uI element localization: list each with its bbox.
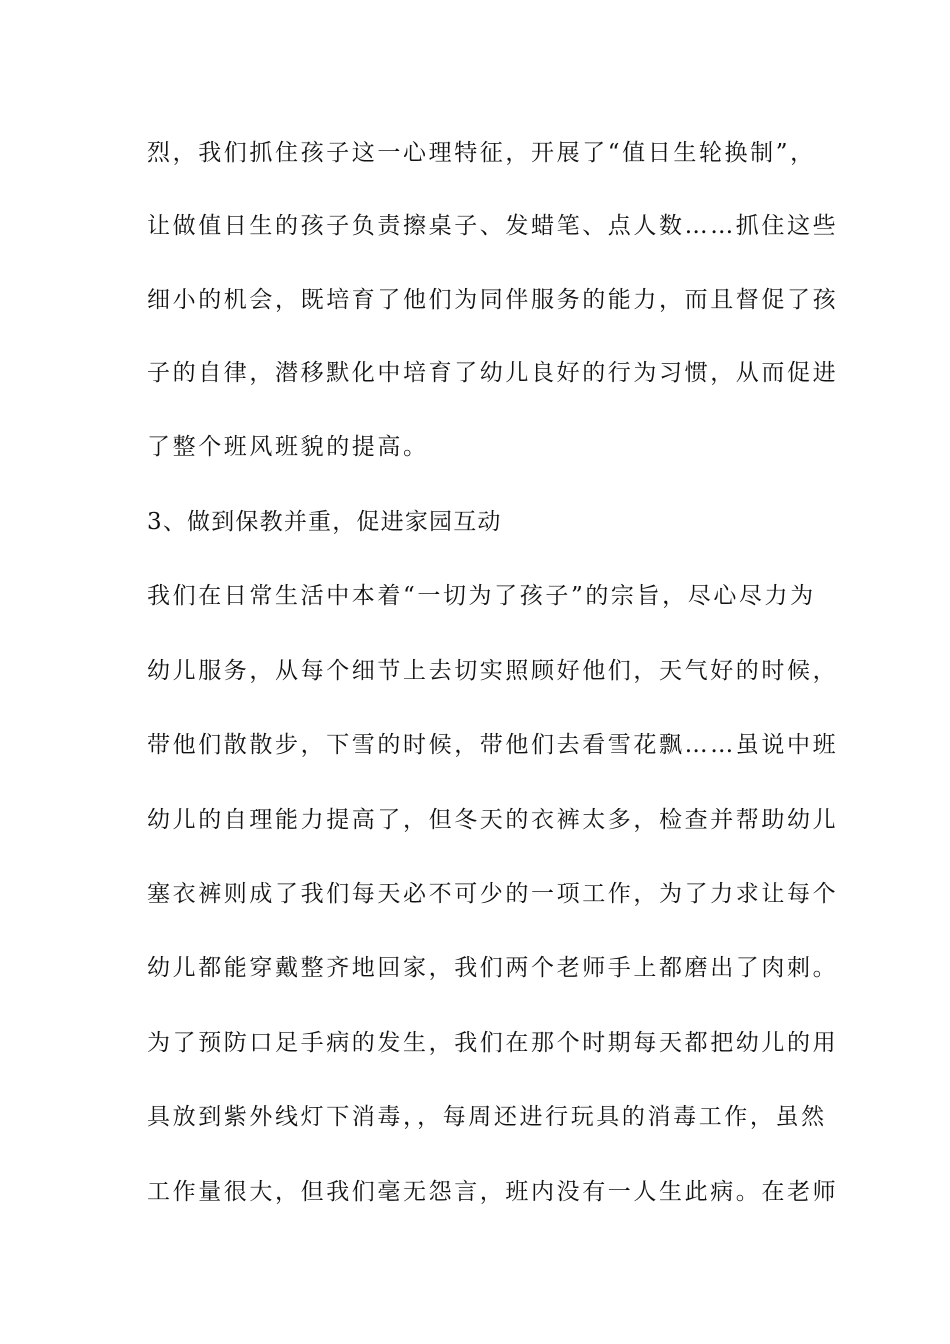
paragraph-line: 我们在日常生活中本着“一切为了孩子”的宗旨，尽心尽力为 — [147, 583, 816, 609]
paragraph-line: 让做值日生的孩子负责擦桌子、发蜡笔、点人数……抓住这些 — [147, 213, 839, 239]
paragraph-line: 具放到紫外线灯下消毒，，每周还进行玩具的消毒工作，虽然 — [147, 1104, 827, 1130]
paragraph-line: 塞衣裤则成了我们每天必不可少的一项工作，为了力求让每个 — [147, 881, 839, 907]
paragraph-line: 为了预防口足手病的发生，我们在那个时期每天都把幼儿的用 — [147, 1030, 839, 1056]
paragraph-line: 带他们散散步，下雪的时候，带他们去看雪花飘……虽说中班 — [147, 732, 839, 758]
paragraph-line: 幼儿的自理能力提高了，但冬天的衣裤太多，检查并帮助幼儿 — [147, 807, 839, 833]
paragraph-line: 工作量很大，但我们毫无怨言，班内没有一人生此病。在老师 — [147, 1179, 839, 1205]
paragraph-line: 细小的机会，既培育了他们为同伴服务的能力，而且督促了孩 — [147, 287, 839, 313]
paragraph-line: 幼儿都能穿戴整齐地回家，我们两个老师手上都磨出了肉刺。 — [147, 955, 839, 981]
paragraph-line: 幼儿服务，从每个细节上去切实照顾好他们，天气好的时候， — [147, 658, 839, 684]
paragraph-line: 烈，我们抓住孩子这一心理特征，开展了“值日生轮换制”， — [147, 140, 816, 166]
paragraph-line: 了整个班风班貌的提高。 — [147, 434, 429, 460]
paragraph-line: 子的自律，潜移默化中培育了幼儿良好的行为习惯，从而促进 — [147, 360, 839, 386]
section-heading: 3、做到保教并重，促进家园互动 — [147, 509, 502, 535]
